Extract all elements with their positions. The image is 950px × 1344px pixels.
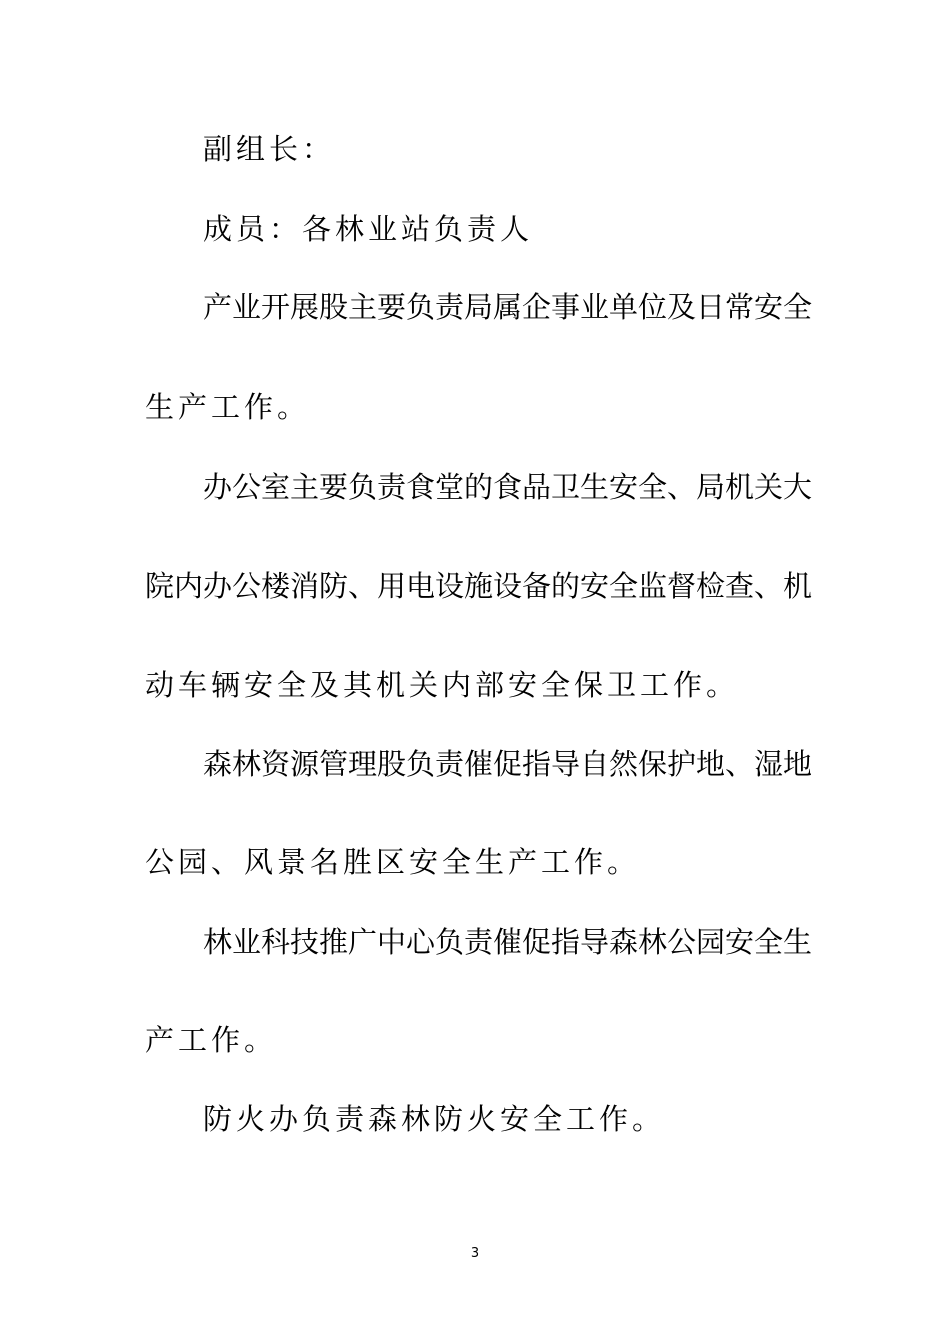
text-line-forest-resources: 森林资源管理股负责催促指导自然保护地、湿地 [203, 747, 813, 781]
text-line-office: 办公室主要负责食堂的食品卫生安全、局机关大 [203, 470, 813, 504]
text-line-industry-dept-cont: 生产工作。 [145, 390, 311, 424]
text-line-members: 成员：各林业站负责人 [203, 212, 534, 246]
text-line-tech-center: 林业科技推广中心负责催促指导森林公园安全生 [203, 925, 813, 959]
text-line-office-cont2: 动车辆安全及其机关内部安全保卫工作。 [145, 668, 740, 702]
text-line-vice-leader: 副组长： [203, 132, 336, 166]
text-line-forest-resources-cont: 公园、风景名胜区安全生产工作。 [145, 845, 641, 879]
text-line-tech-center-cont: 产工作。 [145, 1023, 278, 1057]
page-number: 3 [470, 1246, 480, 1261]
text-line-fire-office: 防火办负责森林防火安全工作。 [203, 1102, 666, 1136]
text-line-office-cont1: 院内办公楼消防、用电设施设备的安全监督检查、机 [145, 569, 813, 603]
text-line-industry-dept: 产业开展股主要负责局属企事业单位及日常安全 [203, 290, 813, 324]
